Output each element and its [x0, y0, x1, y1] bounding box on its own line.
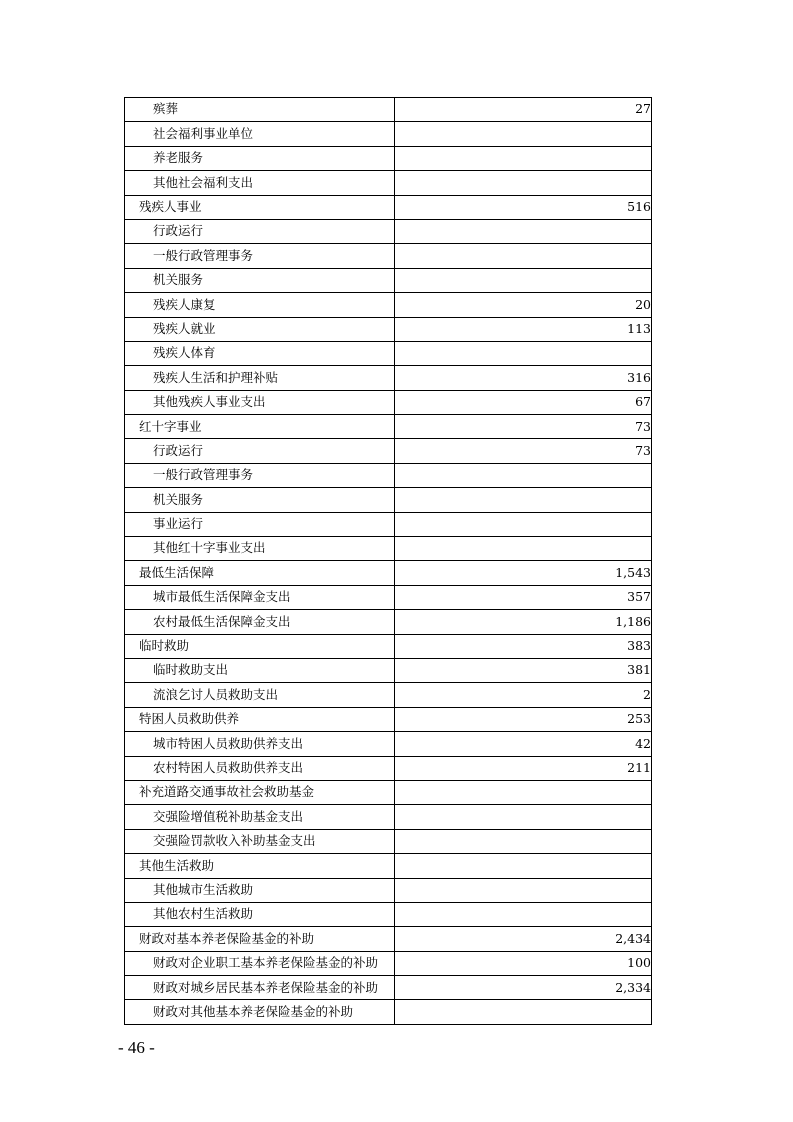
amount-cell: 516: [395, 195, 652, 219]
amount-cell: 357: [395, 585, 652, 609]
table-row: [125, 634, 652, 658]
item-name-cell: 财政对其他基本养老保险基金的补助: [125, 1000, 395, 1024]
item-name-cell: 其他残疾人事业支出: [125, 390, 395, 414]
table-row: [125, 98, 652, 122]
item-name-cell: 财政对城乡居民基本养老保险基金的补助: [125, 976, 395, 1000]
table-row: [125, 927, 652, 951]
item-name-cell: 最低生活保障: [125, 561, 395, 585]
amount-cell: 381: [395, 658, 652, 682]
item-name-cell: 临时救助支出: [125, 658, 395, 682]
table-row: [125, 756, 652, 780]
item-name-cell: 残疾人事业: [125, 195, 395, 219]
table-row: [125, 415, 652, 439]
table-row: [125, 463, 652, 487]
amount-cell: [395, 537, 652, 561]
item-name-cell: 特困人员救助供养: [125, 707, 395, 731]
table-row: [125, 683, 652, 707]
amount-cell: [395, 512, 652, 536]
amount-cell: 316: [395, 366, 652, 390]
item-name-cell: 城市最低生活保障金支出: [125, 585, 395, 609]
table-row: [125, 512, 652, 536]
amount-cell: 100: [395, 951, 652, 975]
item-name-cell: 农村特困人员救助供养支出: [125, 756, 395, 780]
table-row: [125, 951, 652, 975]
item-name-cell: 其他社会福利支出: [125, 171, 395, 195]
amount-cell: [395, 902, 652, 926]
item-name-cell: 殡葬: [125, 98, 395, 122]
table-row: [125, 268, 652, 292]
item-name-cell: 机关服务: [125, 268, 395, 292]
table-row: [125, 244, 652, 268]
amount-cell: 211: [395, 756, 652, 780]
table-row: [125, 122, 652, 146]
amount-cell: 113: [395, 317, 652, 341]
amount-cell: [395, 268, 652, 292]
amount-cell: 27: [395, 98, 652, 122]
amount-cell: [395, 488, 652, 512]
item-name-cell: 社会福利事业单位: [125, 122, 395, 146]
item-name-cell: 流浪乞讨人员救助支出: [125, 683, 395, 707]
item-name-cell: 红十字事业: [125, 415, 395, 439]
amount-cell: 42: [395, 732, 652, 756]
item-name-cell: 补充道路交通事故社会救助基金: [125, 780, 395, 804]
table-row: [125, 219, 652, 243]
item-name-cell: 养老服务: [125, 146, 395, 170]
item-name-cell: 机关服务: [125, 488, 395, 512]
amount-cell: 1,186: [395, 610, 652, 634]
amount-cell: [395, 244, 652, 268]
amount-cell: 2,334: [395, 976, 652, 1000]
item-name-cell: 财政对基本养老保险基金的补助: [125, 927, 395, 951]
amount-cell: 73: [395, 439, 652, 463]
item-name-cell: 其他城市生活救助: [125, 878, 395, 902]
item-name-cell: 一般行政管理事务: [125, 463, 395, 487]
item-name-cell: 残疾人体育: [125, 341, 395, 365]
page-number: - 46 -: [118, 1038, 155, 1057]
table-row: [125, 146, 652, 170]
item-name-cell: 残疾人生活和护理补贴: [125, 366, 395, 390]
table-row: [125, 707, 652, 731]
amount-cell: [395, 805, 652, 829]
table-row: [125, 195, 652, 219]
amount-cell: [395, 780, 652, 804]
table-row: [125, 171, 652, 195]
amount-cell: [395, 878, 652, 902]
item-name-cell: 财政对企业职工基本养老保险基金的补助: [125, 951, 395, 975]
table-row: [125, 805, 652, 829]
table-row: [125, 439, 652, 463]
item-name-cell: 残疾人就业: [125, 317, 395, 341]
table-row: [125, 780, 652, 804]
item-name-cell: 临时救助: [125, 634, 395, 658]
amount-cell: 20: [395, 293, 652, 317]
table-row: [125, 854, 652, 878]
table-row: [125, 829, 652, 853]
amount-cell: [395, 829, 652, 853]
amount-cell: [395, 122, 652, 146]
item-name-cell: 残疾人康复: [125, 293, 395, 317]
table-row: [125, 732, 652, 756]
table-row: [125, 488, 652, 512]
table-row: [125, 1000, 652, 1024]
table-row: [125, 902, 652, 926]
amount-cell: 1,543: [395, 561, 652, 585]
table-row: [125, 561, 652, 585]
table-row: [125, 585, 652, 609]
table-row: [125, 976, 652, 1000]
table-row: [125, 317, 652, 341]
item-name-cell: 交强险罚款收入补助基金支出: [125, 829, 395, 853]
table-row: [125, 610, 652, 634]
amount-cell: 383: [395, 634, 652, 658]
amount-cell: 67: [395, 390, 652, 414]
item-name-cell: 行政运行: [125, 439, 395, 463]
item-name-cell: 城市特困人员救助供养支出: [125, 732, 395, 756]
budget-table: [124, 97, 652, 1025]
amount-cell: [395, 219, 652, 243]
item-name-cell: 行政运行: [125, 219, 395, 243]
item-name-cell: 交强险增值税补助基金支出: [125, 805, 395, 829]
item-name-cell: 其他生活救助: [125, 854, 395, 878]
table-body: [125, 98, 652, 1025]
amount-cell: [395, 146, 652, 170]
amount-cell: [395, 1000, 652, 1024]
amount-cell: [395, 854, 652, 878]
item-name-cell: 其他红十字事业支出: [125, 537, 395, 561]
table-row: [125, 537, 652, 561]
table-row: [125, 341, 652, 365]
amount-cell: 73: [395, 415, 652, 439]
amount-cell: [395, 171, 652, 195]
amount-cell: 2: [395, 683, 652, 707]
item-name-cell: 事业运行: [125, 512, 395, 536]
table-row: [125, 658, 652, 682]
item-name-cell: 其他农村生活救助: [125, 902, 395, 926]
amount-cell: 253: [395, 707, 652, 731]
amount-cell: [395, 341, 652, 365]
table-row: [125, 366, 652, 390]
table-row: [125, 293, 652, 317]
item-name-cell: 一般行政管理事务: [125, 244, 395, 268]
amount-cell: [395, 463, 652, 487]
amount-cell: 2,434: [395, 927, 652, 951]
table-row: [125, 878, 652, 902]
item-name-cell: 农村最低生活保障金支出: [125, 610, 395, 634]
table-row: [125, 390, 652, 414]
